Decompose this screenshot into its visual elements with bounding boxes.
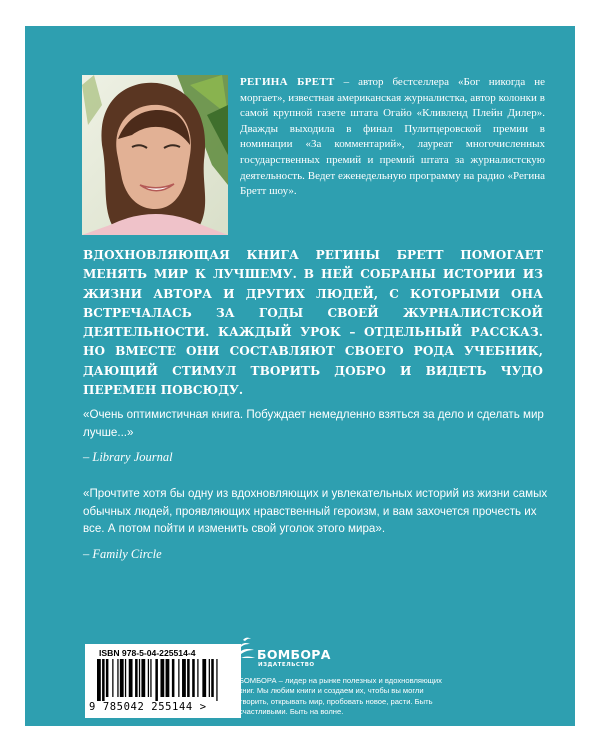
barcode-bar <box>155 659 158 701</box>
publisher-logo-name: БОМБОРА <box>257 647 331 662</box>
barcode-digits: 9 785042 255144 > <box>89 701 207 713</box>
bombora-logo-icon <box>239 637 255 659</box>
author-bio-text: – автор бестселлера «Бог никогда не моргает», известная американская журналистка, автор колонки в самой крупной газете штата Огайо «Кливленд Плейн Дилер». Дважды выходила в финал Пулитцеровской премии в номинации «За комментарий», лауреат многочисленных государственных премий и премий штата за журналистскую деятельность. Ведет еженедельную программу на радио «Регина Бретт шоу». <box>240 76 546 198</box>
barcode-bar <box>125 659 126 697</box>
publisher-logo-subtitle: ИЗДАТЕЛЬСТВО <box>258 662 315 668</box>
barcode-bar <box>139 659 140 697</box>
book-description: ВДОХНОВЛЯЮЩАЯ КНИГА РЕГИНЫ БРЕТТ ПОМОГАЕТ МЕНЯТЬ МИР К ЛУЧШЕМУ. В НЕЙ СОБРАНЫ ИСТОРИИ ИЗ ЖИЗНИ АВТОРА И ДРУГИХ ЛЮДЕЙ, С КОТОРЫМИ ОНА ВСТРЕЧАЛАСЬ ЗА ГОДЫ СВОЕЙ ЖУРНАЛИСТСКОЙ ДЕЯТЕЛЬНОСТИ. КАЖДЫЙ УРОК – ОТДЕЛЬНЫЙ РАССКАЗ. НО ВМЕСТЕ ОНИ СОСТАВЛЯЮТ СВОЕГО РОДА УЧЕБНИК, ДАЮЩИЙ СТИМУЛ ТВОРИТЬ ДОБРО И ВИДЕТЬ ЧУДО ПЕРЕМЕН ПОВСЮДУ. <box>83 248 543 398</box>
barcode-bar <box>120 659 124 697</box>
barcode-bar <box>216 659 217 701</box>
author-photo-image <box>82 75 228 235</box>
review-quote-2: «Прочтите хотя бы одну из вдохновляющих и увлекательных историй из жизни самых обычных людей, проявляющих нравственный героизм, и вам захочется прочесть их все. А потом пойти и изменить свой уголок этого мира». <box>83 487 548 536</box>
barcode-bar <box>192 659 195 697</box>
barcode-bar <box>106 659 109 697</box>
barcode-bar <box>197 659 198 697</box>
author-name: РЕГИНА БРЕТТ <box>240 76 335 88</box>
review-source-2: – Family Circle <box>83 547 162 561</box>
barcode-bar <box>148 659 149 697</box>
barcode-bar <box>178 659 179 697</box>
barcode-bar <box>112 659 113 697</box>
publisher-description: БОМБОРА – лидер на рынке полезных и вдохновляющих книг. Мы любим книги и создаем их, чтобы вы могли творить, открывать мир, пробовать новое, расти. Быть счастливыми. Быть на волне. <box>239 676 442 717</box>
barcode-bar <box>166 659 170 697</box>
barcode-bar <box>182 659 186 697</box>
back-cover <box>25 26 575 726</box>
barcode-bar <box>172 659 175 697</box>
review-quote-1: «Очень оптимистичная книга. Побуждает немедленно взяться за дело и сделать мир лучше...» <box>83 408 544 439</box>
author-photo <box>82 75 228 235</box>
barcode <box>97 659 229 701</box>
barcode-bar <box>160 659 164 697</box>
barcode-bar <box>102 659 105 701</box>
review-source-1: – Library Journal <box>83 450 173 464</box>
author-bio <box>240 75 545 200</box>
barcode-bar <box>141 659 145 697</box>
barcode-bar <box>97 659 101 701</box>
barcode-bar <box>129 659 133 697</box>
barcode-bar <box>211 659 214 697</box>
barcode-bar <box>209 659 210 697</box>
barcode-bar <box>187 659 190 697</box>
barcode-bar <box>135 659 138 697</box>
isbn-label: ISBN 978-5-04-225514-4 <box>99 648 196 658</box>
barcode-bar <box>117 659 118 697</box>
barcode-bar <box>202 659 206 697</box>
barcode-bar <box>150 659 151 697</box>
barcode-box <box>85 644 241 718</box>
